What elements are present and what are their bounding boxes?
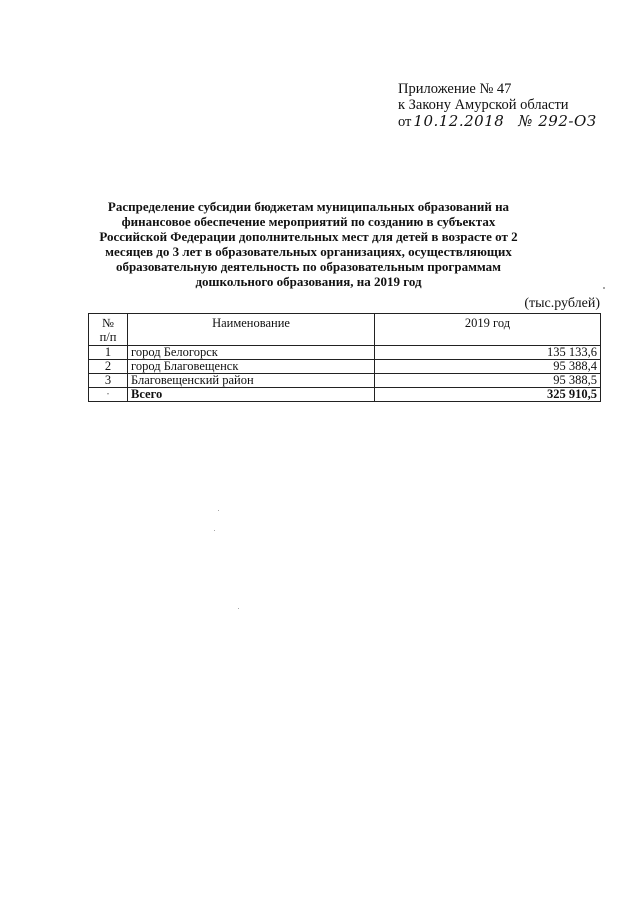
header-number-symbol: № — [102, 316, 114, 330]
scan-speck — [218, 510, 219, 511]
total-number: · — [89, 388, 128, 402]
appendix-number: Приложение № 47 — [398, 81, 512, 97]
table-header-row — [89, 314, 601, 346]
subsidy-table — [88, 313, 601, 402]
appendix-law-reference: к Закону Амурской области — [398, 97, 569, 113]
table-row — [89, 360, 601, 374]
row-name: Благовещенский район — [128, 374, 375, 388]
table-row — [89, 374, 601, 388]
document-title: Распределение субсидии бюджетам муниципальных образований на финансовое обеспечение мероприятий по созданию в субъектах Российской Федерации дополнительных мест для детей в возрасте от 2 месяцев до 3 лет в образовательных организациях, осуществляющих образовательную деятельность по образовательным программам дошкольного образования, на 2019 год — [99, 199, 518, 289]
scan-speck — [603, 287, 605, 289]
row-value: 95 388,5 — [375, 374, 601, 388]
header-year: 2019 год — [375, 314, 601, 346]
row-number: 2 — [89, 360, 128, 374]
row-value: 135 133,6 — [375, 346, 601, 360]
row-value: 95 388,4 — [375, 360, 601, 374]
scan-speck — [238, 608, 239, 609]
handwritten-law-number: № 292-ОЗ — [518, 112, 597, 130]
row-number: 3 — [89, 374, 128, 388]
appendix-date-line — [398, 113, 597, 130]
header-number — [89, 314, 128, 346]
total-value: 325 910,5 — [375, 388, 601, 402]
scan-speck — [214, 530, 215, 531]
total-name: Всего — [128, 388, 375, 402]
row-number: 1 — [89, 346, 128, 360]
appendix-header — [398, 81, 597, 130]
handwritten-date: 10.12.2018 — [413, 112, 505, 130]
header-number-abbrev: п/п — [99, 330, 117, 344]
appendix-date-prefix: от — [398, 114, 412, 130]
table-total-row — [89, 388, 601, 402]
table-row — [89, 346, 601, 360]
unit-note: (тыс.рублей) — [524, 296, 600, 311]
row-name: город Белогорск — [128, 346, 375, 360]
row-name: город Благовещенск — [128, 360, 375, 374]
header-name: Наименование — [128, 314, 375, 346]
